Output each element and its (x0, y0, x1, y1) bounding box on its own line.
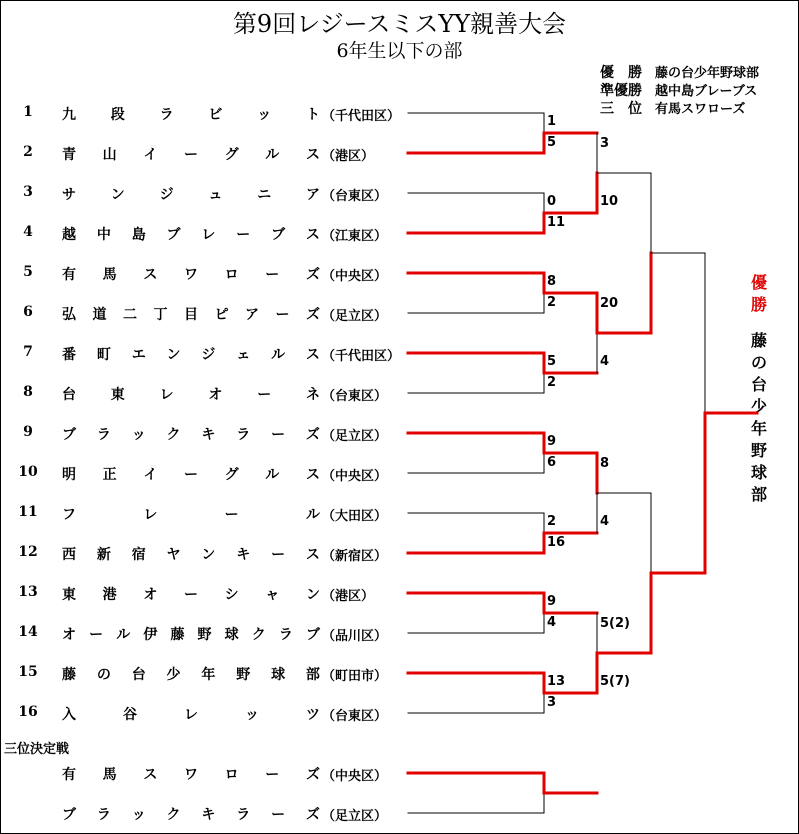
team-name: 藤 の 台 少 年 野 球 部 (62, 667, 320, 683)
team-number: 15 (18, 664, 38, 680)
team-region: （千代田区） (322, 349, 401, 364)
score-label: 20 (600, 296, 619, 311)
team-name: 有 馬 ス ワ ロ ー ズ (62, 267, 320, 283)
score-label: 3 (600, 136, 610, 151)
team-number: 6 (23, 304, 33, 320)
team-number: 10 (18, 464, 38, 480)
team-number: 3 (23, 184, 33, 200)
team-region: （足立区） (322, 309, 388, 324)
score-label: 10 (600, 194, 619, 209)
team-name: フ レ ー ル (62, 507, 320, 523)
score-label: 9 (547, 434, 557, 449)
team-number: 5 (23, 264, 33, 280)
page-title: 第9回レジースミスYY親善大会 (232, 10, 567, 38)
team-region: （中央区） (322, 269, 388, 284)
team-number: 8 (23, 384, 33, 400)
team-name: 台 東 レ オ ー ネ (62, 387, 320, 403)
team-region: （港区） (322, 149, 375, 164)
team-name: ブ ラ ッ ク キ ラ ー ズ (62, 427, 320, 443)
team-name: 東 港 オ ー シ ャ ン (62, 587, 320, 603)
score-label: 2 (547, 375, 557, 390)
score-label: 13 (547, 674, 566, 689)
team-number: 1 (23, 104, 33, 120)
score-label: 4 (547, 615, 557, 630)
team-number: 4 (23, 224, 33, 240)
team-name: 越 中 島 ブ レ ー ブ ス (62, 227, 320, 243)
team-region: （大田区） (322, 509, 388, 524)
third-place-team-name: 有 馬 ス ワ ロ ー ズ (62, 767, 320, 783)
team-name: 青 山 イ ー グ ル ス (62, 147, 320, 163)
third-place-team-region: （中央区） (322, 769, 388, 784)
team-name: 西 新 宿 ヤ ン キ ー ス (62, 547, 320, 563)
page-subtitle: 6年生以下の部 (336, 40, 463, 62)
score-label: 6 (547, 455, 557, 470)
result-label-third: 三 位 (600, 101, 642, 117)
team-number: 13 (18, 584, 38, 600)
score-label: 5 (547, 135, 557, 150)
team-name: 明 正 イ ー グ ル ス (62, 467, 320, 483)
team-name: オ ー ル 伊 藤 野 球 ク ラ ブ (62, 627, 320, 643)
score-label: 4 (600, 514, 610, 529)
team-region: （新宿区） (322, 549, 388, 564)
score-label: 16 (547, 535, 566, 550)
team-region: （千代田区） (322, 109, 401, 124)
team-number: 11 (18, 504, 38, 520)
team-region: （台東区） (322, 189, 388, 204)
team-number: 2 (23, 144, 33, 160)
score-label: 0 (547, 194, 557, 209)
result-team-champion: 藤の台少年野球部 (655, 66, 760, 81)
result-team-runnerup: 越中島ブレーブス (655, 84, 758, 99)
score-label: 5(2) (600, 616, 630, 631)
team-name: サ ン ジ ュ ニ ア (62, 187, 320, 203)
team-region: （中央区） (322, 469, 388, 484)
team-number: 14 (18, 624, 38, 640)
team-number: 7 (23, 344, 33, 360)
champion-label: 優勝 (750, 273, 767, 314)
team-number: 9 (23, 424, 33, 440)
third-place-team-region: （足立区） (322, 809, 388, 824)
team-region: （台東区） (322, 389, 388, 404)
score-label: 8 (600, 456, 610, 471)
team-region: （港区） (322, 589, 375, 604)
result-label-runnerup: 準優勝 (600, 83, 642, 99)
champion-team: 藤の台少年野球部 (750, 331, 767, 504)
team-region: （品川区） (322, 629, 388, 644)
team-name: 九 段 ラ ビ ッ ト (62, 107, 320, 123)
score-label: 11 (547, 215, 566, 230)
score-label: 2 (547, 295, 557, 310)
result-label-champion: 優 勝 (600, 65, 642, 81)
team-name: 入 谷 レ ッ ツ (62, 707, 320, 723)
score-label: 5 (547, 354, 557, 369)
score-label: 5(7) (600, 674, 630, 689)
team-name: 弘 道 二 丁 目 ピ ア ー ズ (62, 307, 320, 323)
team-number: 16 (18, 704, 38, 720)
score-label: 1 (547, 114, 557, 129)
score-label: 9 (547, 594, 557, 609)
score-label: 3 (547, 695, 557, 710)
score-label: 4 (600, 354, 610, 369)
team-region: （江東区） (322, 229, 388, 244)
third-place-team-name: ブ ラ ッ ク キ ラ ー ズ (62, 807, 320, 823)
team-region: （台東区） (322, 709, 388, 724)
result-team-third: 有馬スワローズ (655, 102, 746, 117)
score-label: 8 (547, 274, 557, 289)
team-region: （足立区） (322, 429, 388, 444)
score-label: 2 (547, 514, 557, 529)
team-name: 番 町 エ ン ジ ェ ル ス (62, 347, 320, 363)
team-number: 12 (18, 544, 38, 560)
team-region: （町田市） (322, 669, 388, 684)
third-place-title: 三位決定戦 (4, 742, 70, 757)
